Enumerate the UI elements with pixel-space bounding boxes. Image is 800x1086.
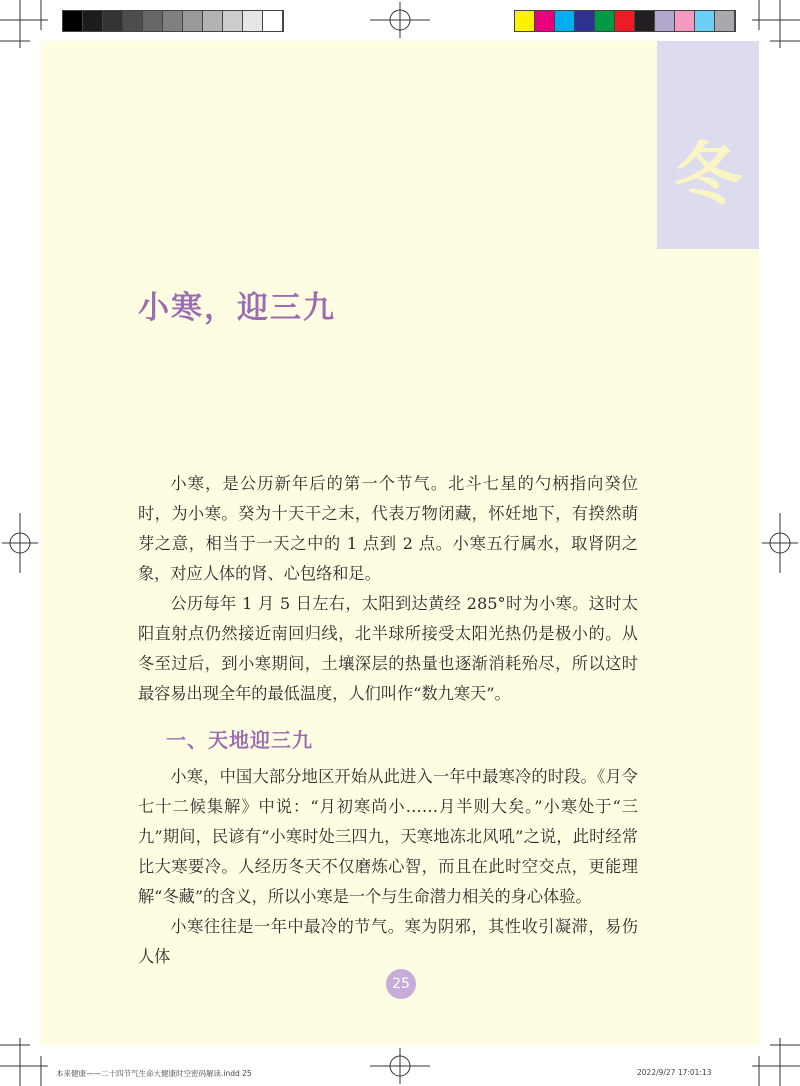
gray-swatch bbox=[183, 11, 203, 31]
section-paragraph-2: 小寒往往是一年中最冷的节气。寒为阴邪，其性收引凝滞，易伤人体 bbox=[138, 917, 638, 966]
season-tab bbox=[657, 41, 759, 249]
color-swatch bbox=[515, 11, 535, 31]
color-swatch bbox=[575, 11, 595, 31]
color-swatch bbox=[695, 11, 715, 31]
section-heading: 一、天地迎三九 bbox=[166, 728, 313, 752]
gray-swatch bbox=[63, 11, 83, 31]
gray-swatch bbox=[143, 11, 163, 31]
season-character: 冬 bbox=[673, 135, 742, 215]
gray-swatch bbox=[223, 11, 243, 31]
page-number: 25 bbox=[386, 969, 416, 999]
color-swatch bbox=[535, 11, 555, 31]
color-swatch bbox=[615, 11, 635, 31]
intro-paragraph-1: 小寒，是公历新年后的第一个节气。北斗七星的勺柄指向癸位时，为小寒。癸为十天干之末，代表万物闭藏，怀妊地下，有揆然萌芽之意，相当于一天之中的 1 点到 2 点。小寒五行属水，取肾阴之象，对应人体的肾、心包络和足。 bbox=[138, 474, 638, 583]
gray-calibration-strip bbox=[62, 10, 284, 32]
gray-swatch bbox=[123, 11, 143, 31]
section-text bbox=[138, 762, 638, 972]
intro-text bbox=[138, 469, 638, 709]
gray-swatch bbox=[163, 11, 183, 31]
gray-swatch bbox=[203, 11, 223, 31]
gray-swatch bbox=[103, 11, 123, 31]
intro-paragraph-2: 公历每年 1 月 5 日左右，太阳到达黄经 285°时为小寒。这时太阳直射点仍然接近南回归线，北半球所接受太阳光热仍是极小的。从冬至过后，到小寒期间，土壤深层的热量也逐渐消耗殆尽，所以这时最容易出现全年的最低温度，人们叫作“数九寒天”。 bbox=[138, 594, 638, 703]
color-calibration-strip bbox=[514, 10, 736, 32]
color-swatch bbox=[655, 11, 675, 31]
page-title: 小寒，迎三九 bbox=[138, 290, 336, 326]
gray-swatch bbox=[243, 11, 263, 31]
slug-datetime: 2022/9/27 17:01:13 bbox=[637, 1068, 712, 1077]
section-paragraph-1: 小寒，中国大部分地区开始从此进入一年中最寒冷的时段。《月令七十二候集解》中说：“月初寒尚小……月半则大矣。”小寒处于“三九”期间，民谚有“小寒时处三四九，天寒地冻北风吼”之说，此时经常比大寒要冷。人经历冬天不仅磨炼心智，而且在此时空交点，更能理解“冬藏”的含义，所以小寒是一个与生命潜力相关的身心体验。 bbox=[138, 767, 638, 906]
slug-filename: 本来健康——二十四节气生命大健康时空密码解读.indd 25 bbox=[56, 1069, 252, 1078]
color-swatch bbox=[555, 11, 575, 31]
color-swatch bbox=[635, 11, 655, 31]
gray-swatch bbox=[263, 11, 283, 31]
color-swatch bbox=[595, 11, 615, 31]
color-swatch bbox=[675, 11, 695, 31]
color-swatch bbox=[715, 11, 735, 31]
gray-swatch bbox=[83, 11, 103, 31]
